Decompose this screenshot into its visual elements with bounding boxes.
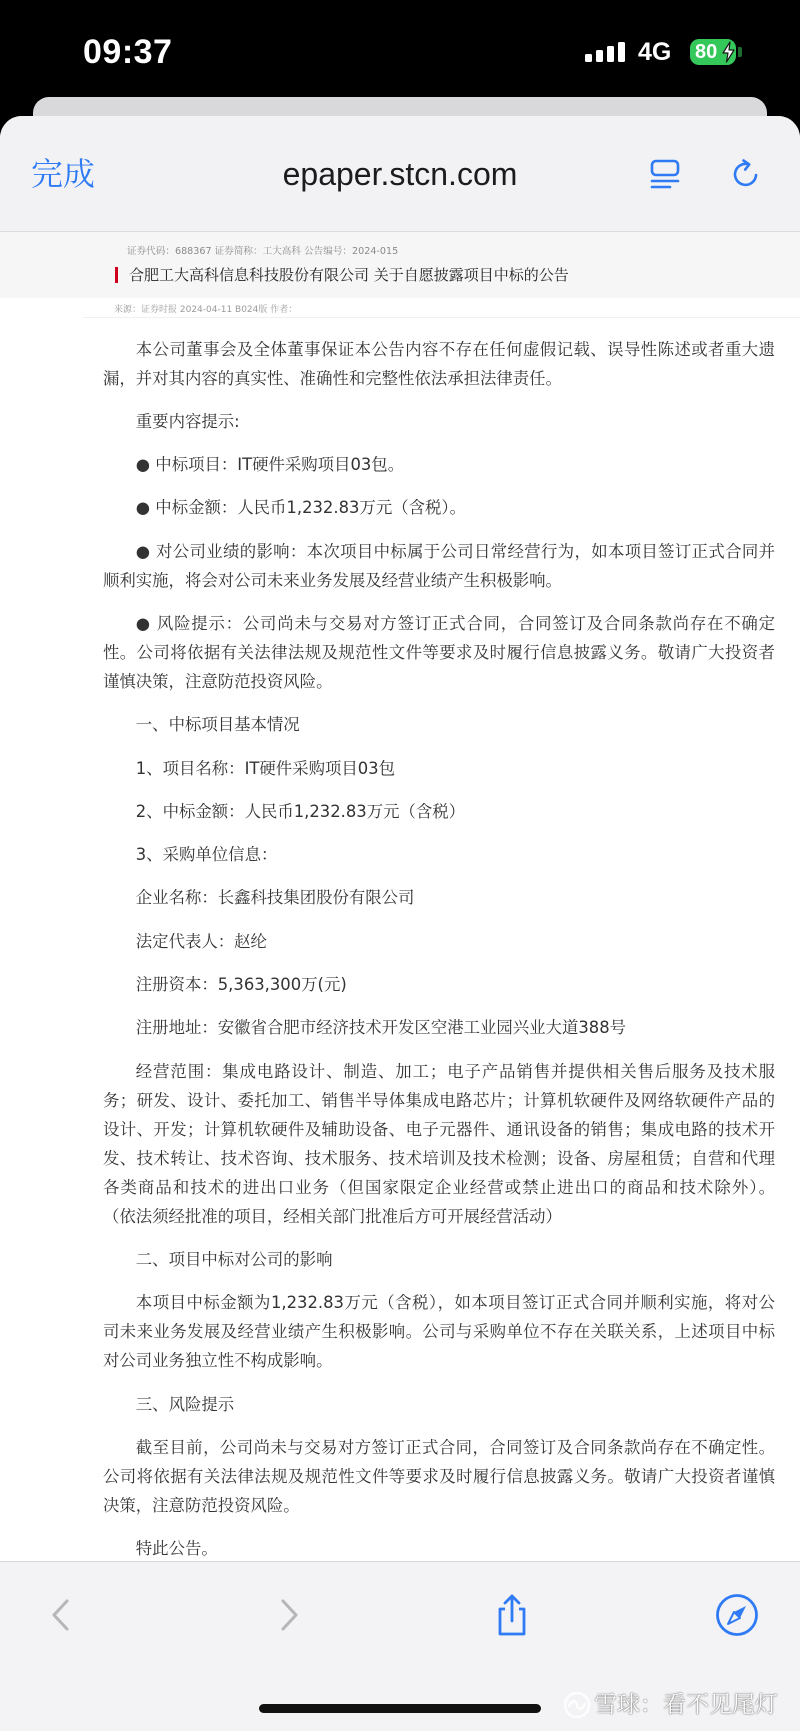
impact-paragraph bbox=[103, 1288, 775, 1375]
share-icon[interactable] bbox=[492, 1593, 532, 1637]
bid-amount-item bbox=[103, 797, 775, 826]
battery-level: 80 bbox=[695, 41, 718, 63]
document-title: 合肥工大高科信息科技股份有限公司 关于自愿披露项目中标的公告 bbox=[129, 266, 569, 284]
section-1-heading bbox=[103, 710, 775, 739]
company-name-item bbox=[103, 883, 775, 912]
purchaser-info-item bbox=[103, 840, 775, 869]
xueqiu-logo-icon bbox=[563, 1691, 591, 1719]
bullet-risk bbox=[103, 609, 775, 696]
legal-representative-item bbox=[103, 927, 775, 956]
paragraph-line: 谨慎决策，注意防范投资风险。 bbox=[103, 671, 333, 691]
section-3-heading bbox=[103, 1390, 775, 1419]
paragraph-line: 发、技术转让、技术咨询、技术服务、技术培训及技术检测；设备、房屋租赁；自营和代理 bbox=[103, 1148, 775, 1168]
battery-terminal bbox=[738, 47, 742, 57]
paragraph-line: 务；研发、设计、委托加工、销售半导体集成电路芯片；计算机软硬件及网络软硬件产品的 bbox=[103, 1090, 775, 1110]
bottom-toolbar bbox=[0, 1561, 800, 1731]
paragraph-line: 各类商品和技术的进出口业务（但国家限定企业经营或禁止进出口的商品和技术除外）。 bbox=[103, 1177, 775, 1197]
paragraph-line: 经营范围：集成电路设计、制造、加工；电子产品销售并提供相关售后服务及技术服 bbox=[135, 1061, 775, 1081]
paragraph-line: 重要内容提示: bbox=[135, 411, 240, 431]
paragraph-line: 企业名称：长鑫科技集团股份有限公司 bbox=[135, 888, 415, 908]
registered-address-item bbox=[103, 1013, 775, 1042]
project-name-item bbox=[103, 754, 775, 783]
forward-icon[interactable] bbox=[277, 1597, 301, 1633]
paragraph-line: ● 对公司业绩的影响：本次项目中标属于公司日常经营行为，如本项目签订正式合同并 bbox=[135, 541, 775, 561]
paragraph-line: 注册资本：5,363,300万(元) bbox=[135, 975, 347, 995]
risk-paragraph bbox=[103, 1433, 775, 1520]
document-source: 来源：证券时报 2024-04-11 B024版 作者： bbox=[114, 305, 298, 315]
intro-statement bbox=[103, 335, 775, 393]
business-scope-item bbox=[103, 1057, 775, 1231]
home-indicator[interactable] bbox=[259, 1704, 541, 1713]
bolt-icon bbox=[721, 41, 736, 63]
paragraph-line: 本公司董事会及全体董事保证本公告内容不存在任何虚假记载、误导性陈述或者重大遗 bbox=[135, 339, 775, 359]
paragraph-line: 性。公司将依据有关法律法规及规范性文件等要求及时履行信息披露义务。敬请广大投资者 bbox=[103, 642, 775, 662]
paragraph-line: 截至目前，公司尚未与交易对方签订正式合同，合同签订及合同条款尚存在不确定性。 bbox=[135, 1437, 775, 1457]
paragraph-line: 对公司业务独立性不构成影响。 bbox=[103, 1351, 333, 1371]
paragraph-line: 二、项目中标对公司的影响 bbox=[135, 1249, 333, 1269]
reader-icon[interactable] bbox=[649, 158, 681, 190]
paragraph-line: ● 中标项目：IT硬件采购项目03包。 bbox=[135, 455, 405, 475]
paragraph-line: 决策，注意防范投资风险。 bbox=[103, 1495, 300, 1515]
paragraph-line: 公司将依据有关法律法规及规范性文件等要求及时履行信息披露义务。敬请广大投资者谨慎 bbox=[103, 1466, 775, 1486]
registered-capital-item bbox=[103, 970, 775, 999]
done-button[interactable]: 完成 bbox=[31, 155, 96, 193]
paragraph-line: 法定代表人：赵纶 bbox=[135, 931, 267, 951]
key-points-heading bbox=[103, 407, 775, 436]
browser-header bbox=[0, 116, 800, 232]
document-meta: 证券代码：688367 证券简称：工大高科 公告编号：2024-015 bbox=[127, 246, 399, 257]
watermark: 雪球：看不见尾灯 bbox=[594, 1692, 778, 1718]
paragraph-line: 三、风险提示 bbox=[135, 1394, 235, 1414]
paragraph-line: 设计、开发；计算机软硬件及辅助设备、电子元器件、通讯设备的销售；集成电路的技术开 bbox=[103, 1119, 775, 1139]
paragraph-line: 2、中标金额：人民币1,232.83万元（含税） bbox=[135, 801, 466, 821]
url-field[interactable]: epaper.stcn.com bbox=[282, 156, 518, 192]
paragraph-line: 顺利实施，将会对公司未来业务发展及经营业绩产生积极影响。 bbox=[103, 570, 562, 590]
paragraph-line: 3、采购单位信息： bbox=[135, 845, 278, 865]
paragraph-line: 司未来业务发展及经营业绩产生积极影响。公司与采购单位不存在关联关系，上述项目中标 bbox=[103, 1322, 775, 1342]
paragraph-line: ● 中标金额：人民币1,232.83万元（含税）。 bbox=[135, 498, 466, 518]
article-body bbox=[103, 335, 775, 1578]
title-marker bbox=[115, 267, 118, 283]
paragraph-line: 1、项目名称：IT硬件采购项目03包 bbox=[135, 758, 396, 778]
bullet-amount bbox=[103, 493, 775, 522]
browser-sheet bbox=[0, 116, 800, 1731]
section-2-heading bbox=[103, 1245, 775, 1274]
status-time: 09:37 bbox=[83, 33, 173, 71]
signal-icon bbox=[585, 41, 627, 62]
paragraph-line: 一、中标项目基本情况 bbox=[135, 715, 300, 735]
paragraph-line: （依法须经批准的项目，经相关部门批准后方可开展经营活动） bbox=[103, 1206, 562, 1226]
paragraph-line: 漏，并对其内容的真实性、准确性和完整性依法承担法律责任。 bbox=[103, 368, 562, 388]
paragraph-line: 特此公告。 bbox=[135, 1539, 218, 1559]
paragraph-line: 注册地址：安徽省合肥市经济技术开发区空港工业园兴业大道388号 bbox=[135, 1018, 627, 1038]
bullet-project bbox=[103, 450, 775, 479]
back-icon[interactable] bbox=[49, 1597, 73, 1633]
reload-icon[interactable] bbox=[730, 158, 762, 190]
bullet-performance-impact bbox=[103, 537, 775, 595]
paragraph-line: ● 风险提示：公司尚未与交易对方签订正式合同，合同签订及合同条款尚存在不确定 bbox=[135, 613, 775, 633]
compass-icon[interactable] bbox=[714, 1592, 760, 1638]
network-type: 4G bbox=[638, 38, 672, 66]
closing-statement bbox=[103, 1534, 775, 1563]
paragraph-line: 本项目中标金额为1,232.83万元（含税），如本项目签订正式合同并顺利实施，将对公 bbox=[135, 1293, 775, 1313]
divider bbox=[83, 317, 800, 318]
